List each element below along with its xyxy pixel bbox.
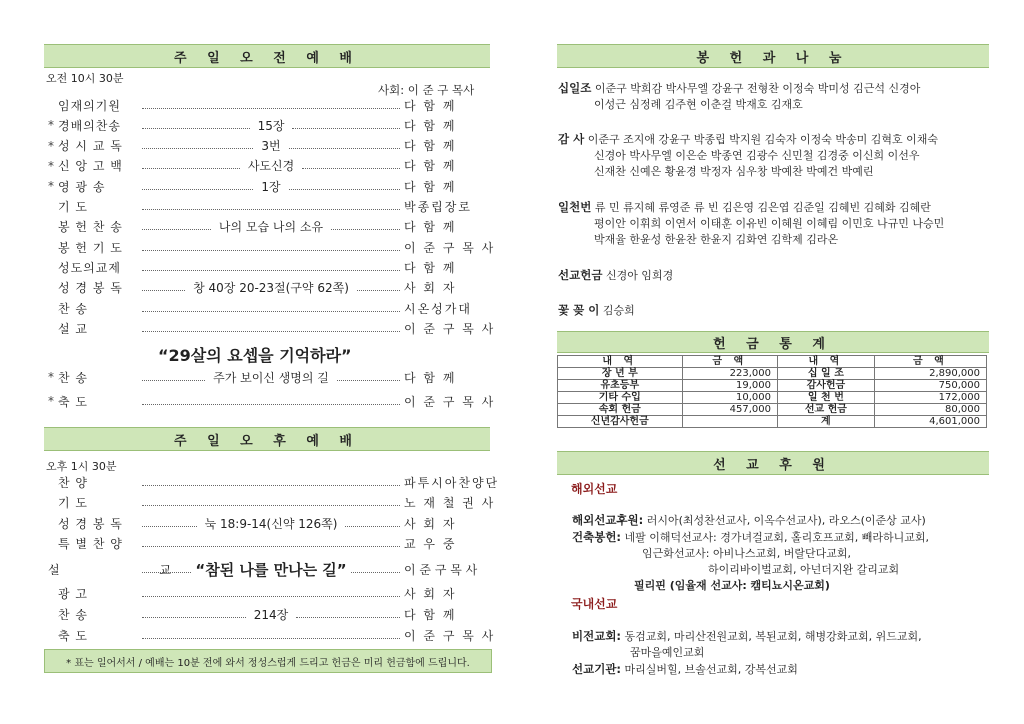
order-label: 경배의찬송	[58, 118, 121, 133]
order-person: 시온성가대	[404, 301, 472, 316]
dotted-leader	[142, 526, 197, 527]
afternoon-sermon-label: 설 교	[48, 562, 219, 577]
order-person: 다 함 께	[404, 220, 457, 235]
dotted-leader	[289, 148, 400, 149]
table-header: 금 액	[874, 356, 986, 368]
afternoon-sermon-row	[48, 558, 490, 580]
order-label: 설 교	[58, 321, 88, 336]
order-row	[48, 626, 496, 644]
table-row	[558, 392, 987, 404]
dotted-leader	[302, 168, 400, 169]
table-row	[558, 380, 987, 392]
mission-label: 선교헌금	[558, 268, 603, 282]
dotted-leader	[142, 617, 246, 618]
order-row	[48, 137, 490, 155]
order-row	[48, 319, 496, 337]
order-row	[48, 279, 490, 297]
morning-time: 오전 10시 30분	[46, 72, 124, 85]
order-person: 교 우 중	[404, 537, 457, 551]
tithe-block	[558, 80, 920, 113]
vision-label: 비전교회:	[572, 629, 622, 643]
order-detail: 눅 18:9-14(신약 126쪽)	[201, 515, 342, 532]
table-cell: 2,890,000	[874, 368, 986, 380]
order-row	[48, 96, 490, 114]
table-cell: 일 천 번	[778, 392, 875, 404]
tithe-line-1: 이준구 박희감 박사무엘 강윤구 전형찬 이정숙 박미성 김근석 신경아	[594, 82, 921, 95]
order-label: 영 광 송	[58, 179, 106, 194]
order-row	[48, 198, 490, 216]
order-person: 박종립장로	[404, 200, 472, 214]
morning-sermon-title: “29살의 요셉을 기억하라”	[158, 346, 352, 365]
agency-label: 선교기관:	[572, 662, 622, 676]
order-row	[48, 535, 490, 553]
morning-service-title: 주 일 오 전 예 배	[174, 50, 360, 66]
dotted-leader	[142, 189, 253, 190]
order-detail: 창 40장 20-23절(구약 62쪽)	[189, 279, 353, 296]
dotted-leader	[142, 311, 400, 312]
order-label: 광 고	[58, 586, 88, 601]
order-detail: 15장	[254, 117, 289, 134]
tithe-label: 십일조	[558, 81, 592, 95]
table-cell: 유초등부	[558, 380, 683, 392]
table-cell: 장 년 부	[558, 368, 683, 380]
order-person: 다 함 께	[404, 118, 457, 133]
order-row	[48, 258, 490, 276]
order-row	[48, 238, 496, 256]
dotted-leader	[142, 572, 191, 573]
order-row	[48, 514, 490, 532]
dotted-leader	[351, 572, 400, 573]
table-header: 금 액	[682, 356, 777, 368]
building-line-2: 임근화선교사: 아비나스교회, 버랄단다교회,	[642, 547, 851, 560]
thanks-label: 감 사	[558, 132, 585, 146]
afternoon-sermon-title: “참된 나를 만나는 길”	[195, 560, 347, 579]
overseas-text: 러시아(최성찬선교사, 이옥수선교사), 라오스(이준상 교사)	[646, 514, 926, 527]
dotted-leader	[142, 380, 205, 381]
thanks-line-2: 신경아 박사무엘 이은순 박종연 김광수 신민철 김경중 이신희 이선우	[594, 149, 920, 162]
dotted-leader	[142, 290, 185, 291]
weekly-line-1: 류 민 류지혜 류영준 류 빈 김은영 김은엽 김준일 김혜빈 김혜화 김혜란	[594, 201, 931, 214]
domestic-heading: 국내선교	[571, 597, 618, 611]
table-cell: 223,000	[682, 368, 777, 380]
order-person: 파투시아찬양단	[404, 475, 500, 490]
dotted-leader	[142, 638, 400, 639]
dotted-leader	[142, 209, 400, 210]
standing-mark: *	[48, 138, 54, 153]
order-detail: 사도신경	[244, 157, 298, 174]
dotted-leader	[331, 229, 400, 230]
thanks-line-1: 이준구 조지애 강윤구 박종립 박지원 김숙자 이정숙 박송미 김혁호 이채숙	[587, 133, 938, 146]
flower-offering	[558, 302, 635, 319]
building-label: 건축봉헌:	[572, 530, 622, 544]
table-row	[558, 416, 987, 428]
dotted-leader	[142, 270, 400, 271]
order-person: 다 함 께	[404, 370, 457, 385]
mission-names: 신경아 임희경	[605, 269, 674, 282]
table-row	[558, 404, 987, 416]
order-label: 신 앙 고 백	[58, 159, 123, 174]
order-person: 다 함 께	[404, 139, 457, 154]
dotted-leader	[142, 331, 400, 332]
afternoon-time: 오후 1시 30분	[46, 460, 117, 473]
order-person: 다 함 께	[404, 607, 457, 622]
table-cell: 172,000	[874, 392, 986, 404]
order-person: 다 함 께	[404, 98, 457, 113]
table-cell: 계	[778, 416, 875, 428]
dotted-leader	[142, 485, 400, 486]
building-line-1: 네팔 이해덕선교사: 경가녀걸교회, 홀리호프교회, 빼라하니교회,	[624, 531, 930, 544]
standing-mark: *	[48, 118, 54, 133]
weekly-line-3: 박재율 한윤성 한윤찬 한윤지 김화연 김학제 김라온	[594, 233, 839, 246]
offering-header	[557, 44, 989, 68]
table-cell: 속회 헌금	[558, 404, 683, 416]
overseas-block	[572, 512, 929, 594]
agency-text: 마리실버힐, 브솔선교회, 강복선교회	[624, 663, 798, 676]
offering-stats-header	[557, 331, 989, 353]
order-person: 이 준 구 목 사	[404, 628, 496, 643]
dotted-leader	[345, 526, 400, 527]
mission-offering	[558, 267, 673, 284]
worship-note	[44, 649, 492, 673]
dotted-leader	[142, 404, 400, 405]
table-header-row	[558, 356, 987, 368]
order-label: 특 별 찬 양	[58, 537, 123, 551]
order-row	[48, 177, 490, 195]
standing-mark: *	[48, 394, 54, 408]
worship-note-text: * 표는 일어서서 / 예배는 10분 전에 와서 정성스럽게 드리고 헌금은 미리 헌금함에 드립니다.	[66, 657, 470, 669]
thanks-block	[558, 131, 938, 180]
dotted-leader	[289, 189, 400, 190]
order-label: 성 경 봉 독	[58, 516, 123, 531]
offering-stats-table	[557, 355, 987, 428]
table-header: 내 역	[558, 356, 683, 368]
order-person: 사 회 자	[404, 516, 457, 531]
table-cell: 신년감사헌금	[558, 416, 683, 428]
order-person: 사 회 자	[404, 586, 457, 601]
afternoon-service-header	[44, 427, 490, 451]
table-cell	[682, 416, 777, 428]
table-cell: 선교 헌금	[778, 404, 875, 416]
order-row	[48, 368, 490, 386]
table-cell: 4,601,000	[874, 416, 986, 428]
order-person: 다 함 께	[404, 159, 457, 174]
domestic-block	[572, 628, 922, 678]
order-label: 성 시 교 독	[58, 139, 123, 154]
order-person: 사 회 자	[404, 281, 457, 296]
order-label: 봉 헌 찬 송	[58, 220, 123, 235]
table-cell: 750,000	[874, 380, 986, 392]
afternoon-sermon-preacher: 이 준 구 목 사	[404, 562, 478, 577]
order-label: 축 도	[58, 394, 88, 409]
order-detail: 나의 모습 나의 소유	[215, 218, 327, 235]
table-cell: 80,000	[874, 404, 986, 416]
table-cell: 10,000	[682, 392, 777, 404]
morning-service-header	[44, 44, 490, 68]
afternoon-service-title: 주 일 오 후 예 배	[174, 433, 360, 449]
mission-support-title: 선 교 후 원	[713, 457, 833, 473]
overseas-label: 해외선교후원:	[572, 513, 644, 527]
tithe-line-2: 이성근 심정례 김주현 이춘걸 박재호 김재호	[594, 98, 803, 111]
table-cell: 십 일 조	[778, 368, 875, 380]
standing-mark: *	[48, 179, 54, 194]
order-row	[48, 584, 490, 602]
dotted-leader	[142, 596, 400, 597]
standing-mark: *	[48, 158, 54, 173]
table-row	[558, 368, 987, 380]
order-label: 찬 양	[58, 475, 88, 490]
dotted-leader	[142, 168, 240, 169]
order-label: 축 도	[58, 628, 88, 643]
building-line-3: 하이리바이벌교회, 아넌더지완 갈리교회	[708, 563, 900, 576]
table-cell: 감사헌금	[778, 380, 875, 392]
offering-title: 봉 헌 과 나 눔	[696, 50, 850, 66]
order-detail: 1장	[257, 178, 284, 195]
vision-line-1: 동검교회, 마리산전원교회, 복된교회, 해병강화교회, 위드교회,	[624, 630, 922, 643]
thanks-line-3: 신재찬 신예은 황윤경 박정자 심우창 박예찬 박예건 박예린	[594, 165, 874, 178]
order-label: 성도의교제	[58, 260, 121, 275]
order-label: 임재의기원	[58, 98, 121, 113]
mission-support-header	[557, 451, 989, 475]
order-row	[48, 157, 490, 175]
order-person: 이 준 구 목 사	[404, 240, 496, 255]
order-detail: 3번	[257, 137, 284, 154]
order-label: 기 도	[58, 200, 88, 214]
morning-presider: 사회: 이 준 구 목사	[378, 83, 475, 97]
order-person: 노 재 철 권 사	[404, 496, 496, 510]
order-detail: 주가 보이신 생명의 길	[209, 369, 333, 386]
dotted-leader	[142, 250, 400, 251]
order-row	[48, 473, 500, 491]
dotted-leader	[142, 546, 400, 547]
order-label: 봉 헌 기 도	[58, 240, 123, 255]
table-header: 내 역	[778, 356, 875, 368]
vision-line-2: 꿈마을예인교회	[630, 646, 705, 659]
weekly-label: 일천번	[558, 200, 592, 214]
dotted-leader	[142, 108, 400, 109]
dotted-leader	[142, 128, 250, 129]
order-row	[48, 494, 496, 512]
dotted-leader	[357, 290, 400, 291]
dotted-leader	[142, 505, 400, 506]
table-cell: 19,000	[682, 380, 777, 392]
overseas-heading: 해외선교	[571, 482, 618, 496]
flower-names: 김승희	[602, 304, 635, 317]
order-row	[48, 116, 490, 134]
dotted-leader	[292, 128, 400, 129]
order-label: 찬 송	[58, 301, 88, 316]
standing-mark: *	[48, 370, 54, 384]
order-row	[48, 218, 490, 236]
dotted-leader	[296, 617, 400, 618]
weekly-block	[558, 199, 944, 248]
order-label: 성 경 봉 독	[58, 281, 123, 296]
table-cell: 기타 수입	[558, 392, 683, 404]
order-row	[48, 299, 490, 317]
order-person: 다 함 께	[404, 179, 457, 194]
order-label: 찬 송	[58, 370, 88, 385]
order-label: 기 도	[58, 496, 88, 510]
weekly-line-2: 평이안 이휘희 이연서 이태훈 이유빈 이혜원 이혜림 이민호 나규민 나승민	[594, 217, 945, 230]
dotted-leader	[142, 229, 211, 230]
offering-stats-title: 헌 금 통 계	[713, 336, 833, 352]
order-row	[48, 392, 496, 410]
flower-label: 꽃 꽂 이	[558, 303, 600, 317]
order-row	[48, 605, 490, 623]
dotted-leader	[337, 380, 400, 381]
dotted-leader	[142, 148, 253, 149]
order-person: 다 함 께	[404, 260, 457, 275]
order-label: 찬 송	[58, 607, 88, 622]
order-person: 이 준 구 목 사	[404, 394, 496, 409]
building-line-4: 필리핀 (임율재 선교사: 캠티뇨시온교회)	[634, 579, 830, 592]
order-detail: 214장	[250, 606, 293, 623]
table-cell: 457,000	[682, 404, 777, 416]
order-person: 이 준 구 목 사	[404, 321, 496, 336]
